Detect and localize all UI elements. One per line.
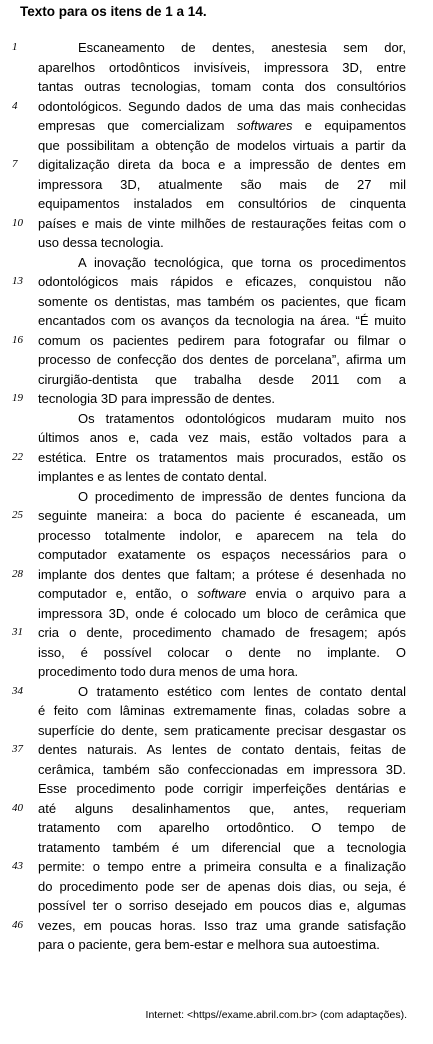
- text-line: [0, 331, 433, 351]
- line-text: implantes e as lentes de contato dental.: [38, 469, 268, 484]
- line-number: 31: [12, 626, 23, 638]
- line-text: estética. Entre os tratamentos mais procurados, estão os: [38, 449, 406, 465]
- line-number: 10: [12, 216, 23, 229]
- line-text: Escaneamento de dentes, anestesia sem dor,: [78, 40, 406, 55]
- line-text: implante dos dentes que faltam; a prótese é desenhada no: [38, 566, 406, 582]
- text-line: [0, 272, 433, 292]
- text-line: [0, 916, 433, 936]
- text-line: [0, 662, 433, 682]
- line-number: 25: [12, 509, 23, 521]
- line-text: O tratamento estético com lentes de contato dental: [78, 683, 406, 699]
- line-text: dentes naturais. As lentes de contato dentais, feitas de: [38, 742, 406, 757]
- text-line: [0, 760, 433, 780]
- text-line: [0, 38, 433, 58]
- text-line: [0, 604, 433, 624]
- line-text: tratamento também é um diferencial que a tecnologia: [38, 839, 406, 855]
- italic-term: softwares: [236, 118, 293, 133]
- text-line: [0, 370, 433, 390]
- line-text: superfície do dente, sem praticamente precisar desgastar os: [38, 722, 406, 738]
- line-text: empresas que comercializam softwares e equipamentos: [38, 118, 406, 133]
- line-number: 16: [12, 333, 23, 346]
- line-text: possível ter o sorriso desejado em poucos dias e, algumas: [38, 898, 406, 913]
- text-line: [0, 545, 433, 565]
- text-line: [0, 389, 433, 409]
- line-text: que possibilitam a obtenção de modelos virtuais a partir da: [38, 137, 406, 153]
- text-line: [0, 175, 433, 195]
- line-text: tratamento com aparelho ortodôntico. O tempo de: [38, 820, 406, 835]
- text-line: [0, 935, 433, 955]
- text-line: [0, 838, 433, 858]
- text-line: [0, 682, 433, 702]
- text-line: [0, 292, 433, 312]
- line-text: seguinte maneira: a boca do paciente é escaneada, um: [38, 508, 406, 523]
- line-number: 4: [12, 99, 18, 112]
- line-text: odontológicos mais rápidos e eficazes, conquistou não: [38, 274, 406, 289]
- line-text: é feito com lâminas extremamente finas, coladas sobre a: [38, 703, 406, 718]
- line-text: até alguns desalinhamentos que, antes, requeriam: [38, 800, 406, 816]
- line-text: países e mais de vinte milhões de restaurações feitas com o: [38, 215, 406, 231]
- text-line: [0, 77, 433, 97]
- text-line: [0, 409, 433, 429]
- text-line: [0, 701, 433, 721]
- line-number: 13: [12, 275, 23, 287]
- line-number: 19: [12, 392, 23, 404]
- line-text: aparelhos ortodônticos invisíveis, impressora 3D, entre: [38, 59, 406, 75]
- text-line: [0, 136, 433, 156]
- line-text: cirurgião-dentista que trabalha desde 2011 com a: [38, 371, 406, 387]
- line-text: computador exatamente os espaços necessários para o: [38, 547, 406, 562]
- line-text: Esse procedimento pode corrigir imperfeições dentárias e: [38, 781, 406, 796]
- line-text: permite: o tempo entre a primeira consulta e a finalização: [38, 859, 406, 874]
- passage-header: Texto para os itens de 1 a 14.: [20, 4, 207, 19]
- line-text: impressora 3D, onde é colocado um bloco de cerâmica que: [38, 605, 406, 621]
- line-text: computador e, então, o software envia o arquivo para a: [38, 586, 406, 601]
- line-text: cerâmica, também são confeccionadas em impressora 3D.: [38, 761, 406, 777]
- text-line: [0, 896, 433, 916]
- italic-term: software: [197, 586, 247, 601]
- line-number: 46: [12, 918, 23, 931]
- line-text: comum os pacientes pedirem para fotografar ou filmar o: [38, 332, 406, 348]
- line-text: A inovação tecnológica, que torna os procedimentos: [78, 254, 406, 270]
- text-line: [0, 643, 433, 663]
- text-line: [0, 565, 433, 585]
- text-line: [0, 877, 433, 897]
- text-line: [0, 857, 433, 877]
- text-line: [0, 526, 433, 546]
- text-line: [0, 799, 433, 819]
- text-line: [0, 311, 433, 331]
- text-line: [0, 779, 433, 799]
- text-line: [0, 253, 433, 273]
- line-text: tecnologia 3D para impressão de dentes.: [38, 391, 276, 406]
- text-line: [0, 97, 433, 117]
- text-line: [0, 214, 433, 234]
- text-line: [0, 116, 433, 136]
- line-number: 7: [12, 158, 18, 170]
- line-text: uso dessa tecnologia.: [38, 235, 164, 250]
- line-number: 43: [12, 860, 23, 872]
- text-line: [0, 233, 433, 253]
- line-text: equipamentos instalados em consultórios de cinquenta: [38, 196, 406, 211]
- text-line: [0, 623, 433, 643]
- line-number: 40: [12, 801, 23, 814]
- text-line: [0, 448, 433, 468]
- text-line: [0, 818, 433, 838]
- passage-text: [0, 38, 433, 955]
- text-line: [0, 428, 433, 448]
- line-number: 28: [12, 567, 23, 580]
- line-text: vezes, em poucas horas. Isso traz uma grande satisfação: [38, 917, 406, 933]
- text-line: [0, 721, 433, 741]
- line-text: impressora 3D, atualmente são mais de 27 mil: [38, 176, 406, 192]
- line-text: processo de confecção dos dentes de porcelana”, afirma um: [38, 352, 406, 367]
- line-text: tantas outras tecnologias, tomam conta dos consultórios: [38, 79, 406, 94]
- line-number: 22: [12, 450, 23, 463]
- line-text: para o paciente, gera bem-estar e melhora sua autoestima.: [38, 937, 380, 952]
- line-number: 34: [12, 684, 23, 697]
- line-text: digitalização direta da boca e a impressão de dentes em: [38, 157, 406, 172]
- line-text: cria o dente, procedimento chamado de fresagem; após: [38, 625, 406, 640]
- text-line: [0, 740, 433, 760]
- line-text: isso, é possível colocar o dente no implante. O: [38, 644, 406, 660]
- source-citation: Internet: <https//exame.abril.com.br> (com adaptações).: [145, 1009, 407, 1021]
- line-text: Os tratamentos odontológicos mudaram muito nos: [78, 410, 406, 426]
- line-text: encantados com os avanços da tecnologia na área. “É muito: [38, 313, 406, 328]
- line-number: 37: [12, 743, 23, 755]
- line-number: 1: [12, 41, 18, 53]
- line-text: odontológicos. Segundo dados de uma das mais conhecidas: [38, 98, 406, 114]
- text-line: [0, 350, 433, 370]
- line-text: processo totalmente indolor, e aparecem na tela do: [38, 527, 406, 543]
- line-text: somente os dentistas, mas também os pacientes, que ficam: [38, 293, 406, 309]
- text-line: [0, 58, 433, 78]
- text-line: [0, 487, 433, 507]
- text-line: [0, 584, 433, 604]
- text-line: [0, 467, 433, 487]
- line-text: do procedimento pode ser de apenas dois dias, ou seja, é: [38, 878, 406, 894]
- line-text: procedimento todo dura menos de uma hora.: [38, 664, 299, 679]
- text-line: [0, 155, 433, 175]
- text-line: [0, 194, 433, 214]
- line-text: O procedimento de impressão de dentes funciona da: [78, 488, 406, 504]
- text-line: [0, 506, 433, 526]
- line-text: últimos anos e, cada vez mais, estão voltados para a: [38, 430, 406, 445]
